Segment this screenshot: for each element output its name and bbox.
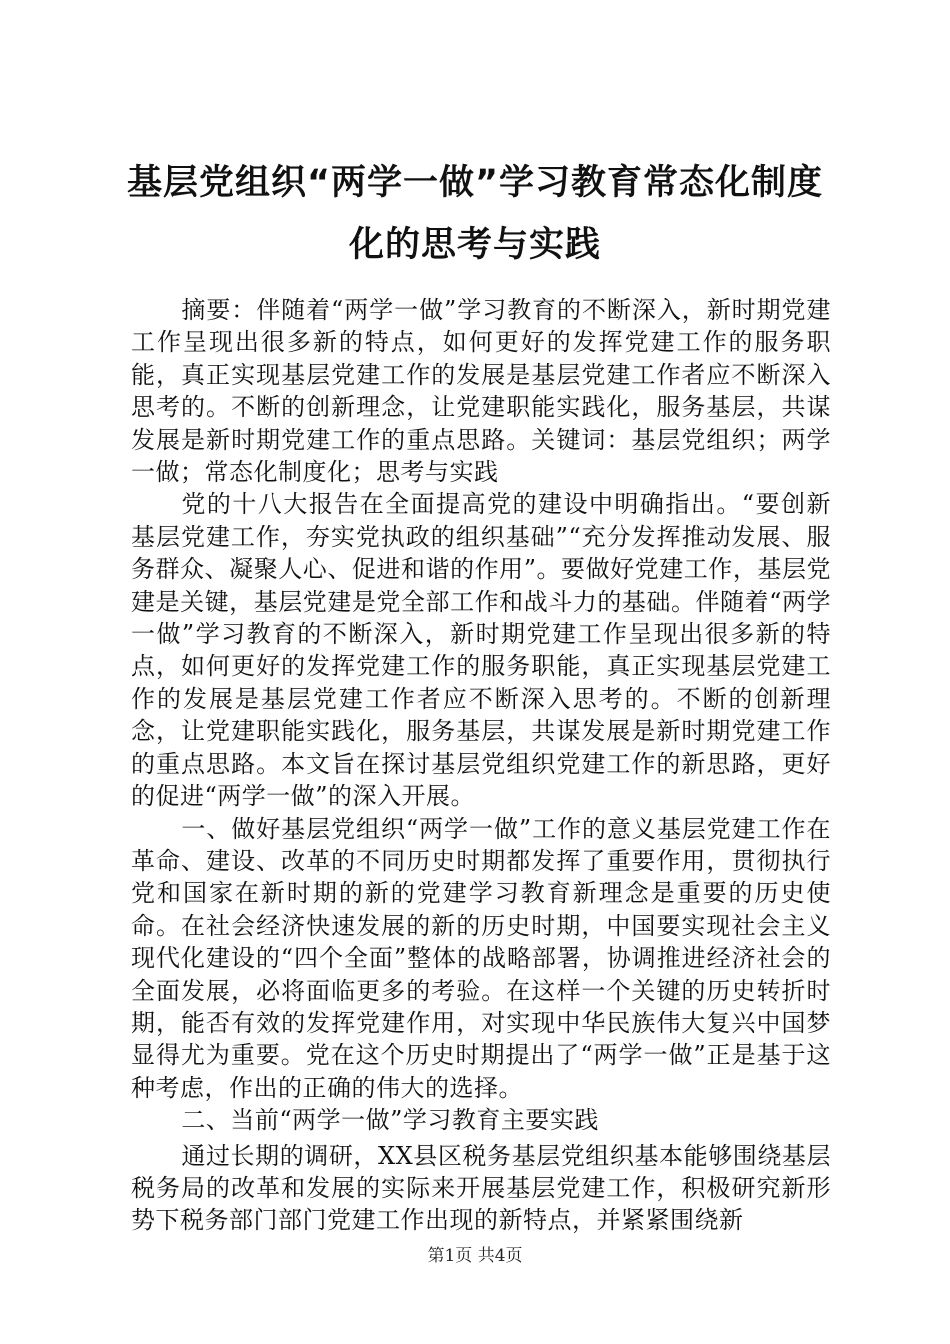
- section-one-paragraph: 一、做好基层党组织“两学一做”工作的意义基层党建工作在革命、建设、改革的不同历史时期都发挥了重要作用，贯彻执行党和国家在新时期的新的党建学习教育新理念是重要的历史使命。在社会经济快速发展的新的历史时期，中国要实现社会主义现代化建设的“四个全面”整体的战略部署，协调推进经济社会的全面发展，必将面临更多的考验。在这样一个关键的历史转折时期，能否有效的发挥党建作用，对实现中华民族伟大复兴中国梦显得尤为重要。党在这个历史时期提出了“两学一做”正是基于这种考虑，作出的正确的伟大的选择。: [131, 814, 831, 1102]
- page-number-footer: 第1页 共4页: [427, 1246, 523, 1266]
- section-two-paragraph: 通过长期的调研，XX县区税务基层党组织基本能够围绕基层税务局的改革和发展的实际来开展基层党建工作，积极研究新形势下税务部门部门党建工作出现的新特点，并紧紧围绕新: [131, 1141, 831, 1235]
- section-two-heading: 二、当前“两学一做”学习教育主要实践: [181, 1106, 599, 1135]
- document-body: [131, 294, 831, 1237]
- document-title-line-1: 基层党组织“两学一做”学习教育常态化制度: [126, 163, 823, 203]
- abstract-paragraph: 摘要：伴随着“两学一做”学习教育的不断深入，新时期党建工作呈现出很多新的特点，如何更好的发挥党建工作的服务职能，真正实现基层党建工作的发展是基层党建工作者应不断深入思考的。不断的创新理念，让党建职能实践化，服务基层，共谋发展是新时期党建工作的重点思路。关键词：基层党组织；两学一做；常态化制度化；思考与实践: [131, 296, 831, 487]
- body-paragraph: 党的十八大报告在全面提高党的建设中明确指出。“要创新基层党建工作，夯实党执政的组织基础”“充分发挥推动发展、服务群众、凝聚人心、促进和谐的作用”。要做好党建工作，基层党建是关键，基层党建是党全部工作和战斗力的基础。伴随着“两学一做”学习教育的不断深入，新时期党建工作呈现出很多新的特点，如何更好的发挥党建工作的服务职能，真正实现基层党建工作的发展是基层党建工作者应不断深入思考的。不断的创新理念，让党建职能实践化，服务基层，共谋发展是新时期党建工作的重点思路。本文旨在探讨基层党组织党建工作的新思路，更好的促进“两学一做”的深入开展。: [131, 490, 831, 811]
- document-title-line-2: 化的思考与实践: [348, 225, 601, 265]
